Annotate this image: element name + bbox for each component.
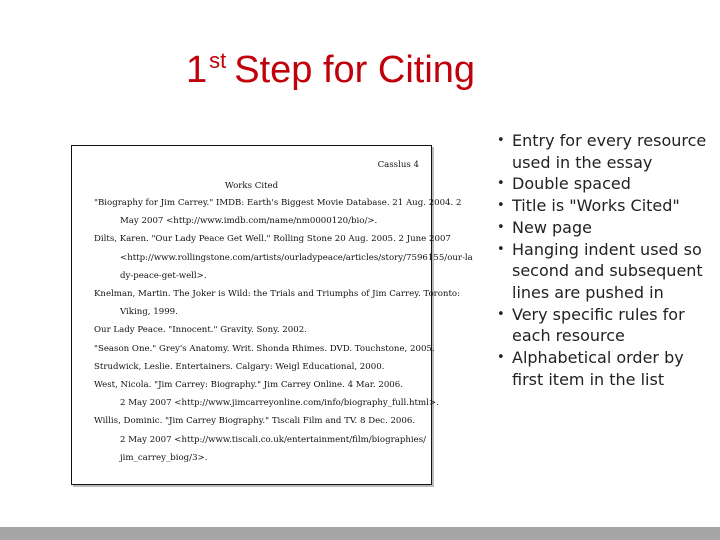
slide-title: [186, 48, 475, 92]
citation-line: Our Lady Peace. "Innocent." Gravity. Sony. 2002.: [94, 325, 307, 336]
citation-line: May 2007 <http://www.imdb.com/name/nm0000120/bio/>.: [120, 216, 378, 227]
page-header: Casslus 4: [377, 160, 419, 170]
title-number: 1: [186, 49, 208, 91]
bullet-text: New page: [512, 217, 592, 237]
bullet-text: Title is "Works Cited": [512, 196, 680, 216]
bullet-list: [495, 130, 715, 390]
title-superscript: st: [209, 48, 227, 73]
citation-line: 2 May 2007 <http://www.tiscali.co.uk/entertainment/film/biographies/: [120, 434, 427, 445]
works-cited-image: [71, 145, 473, 485]
citation-line: dy-peace-get-well>.: [120, 270, 207, 281]
citation-line: West, Nicola. "Jim Carrey: Biography." Jim Carrey Online. 4 Mar. 2006.: [94, 380, 403, 390]
citation-line: jim_carrey_biog/3>.: [120, 452, 208, 463]
bullet-item: [495, 304, 715, 347]
bullet-icon: •: [497, 133, 505, 148]
citation-line: Willis, Dominic. "Jim Carrey Biography." Tiscali Film and TV. 8 Dec. 2006.: [94, 416, 416, 427]
title-text: Step for Citing: [234, 49, 476, 91]
bullet-item: [495, 130, 715, 173]
bullet-item: [495, 347, 715, 390]
citation-line: "Biography for Jim Carrey." IMDB: Earth's Biggest Movie Database. 21 Aug. 2004. 2: [94, 198, 462, 208]
bullet-icon: •: [497, 198, 505, 214]
bullet-item: [495, 217, 715, 239]
citation-line: Viking, 1999.: [120, 307, 178, 318]
citation-line: Strudwick, Leslie. Entertainers. Calgary: Weigl Educational, 2000.: [94, 361, 385, 372]
citation-line: "Season One." Grey's Anatomy. Writ. Shonda Rhimes. DVD. Touchstone, 2005.: [94, 343, 435, 354]
works-cited-page: [72, 146, 473, 484]
bullet-text: Double spaced: [512, 174, 631, 194]
bullet-icon: •: [497, 306, 505, 322]
bullet-icon: •: [497, 350, 505, 366]
bullet-text: Entry for every resource used in the essay: [512, 131, 707, 172]
citation-line: Dilts, Karen. "Our Lady Peace Get Well." Rolling Stone 20 Aug. 2005. 2 June 2007: [94, 234, 451, 245]
bullet-icon: •: [497, 241, 505, 257]
bullet-text: Very specific rules for each resource: [512, 304, 685, 346]
top-band: [0, 0, 720, 10]
bullet-icon: •: [497, 219, 505, 235]
bullet-item: [495, 195, 715, 217]
bullet-item: [495, 173, 715, 195]
bullet-icon: •: [497, 176, 505, 192]
works-cited-heading: Works Cited: [224, 181, 279, 191]
bottom-band: [0, 527, 720, 540]
citation-line: 2 May 2007 <http://www.jimcarreyonline.com/info/biography_full.html>.: [120, 398, 439, 409]
bullet-text: Alphabetical order by first item in the list: [512, 348, 684, 389]
citation-line: Knelman, Martin. The Joker is Wild: the Trials and Triumphs of Jim Carrey. Toronto:: [94, 289, 460, 299]
bullet-item: [495, 239, 715, 304]
citation-line: <http://www.rollingstone.com/artists/ourladypeace/articles/story/7596155/our-la: [120, 252, 473, 263]
bullet-text: Hanging indent used so second and subsequent lines are pushed in: [512, 239, 703, 302]
